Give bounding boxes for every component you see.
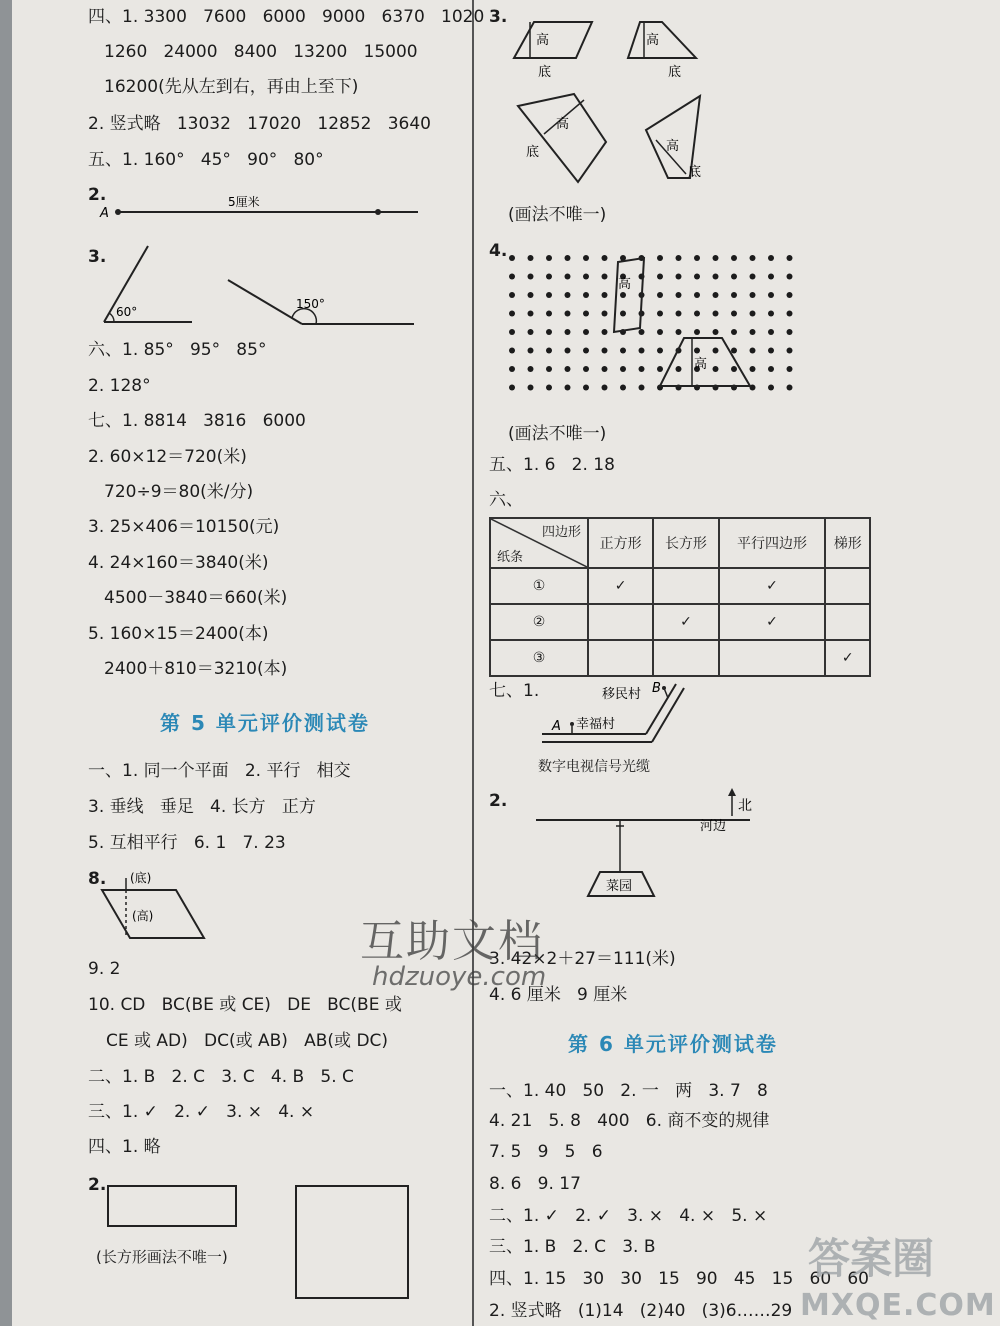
garden-label: 菜园 <box>606 879 633 894</box>
grid-dot <box>750 311 756 317</box>
grid-dot <box>602 255 608 261</box>
u5-line-8: 8. <box>88 869 107 889</box>
grid-dot <box>768 329 774 335</box>
grid-dot <box>768 385 774 391</box>
h3-label: 高 <box>556 117 570 132</box>
grid-dot <box>676 292 682 298</box>
grid-dot <box>731 348 737 354</box>
grid-dot <box>639 348 645 354</box>
u6-line-3: 7. 5 9 5 6 <box>489 1142 603 1162</box>
table-row <box>490 604 870 640</box>
u6-part-2: 二、1. ✓ 2. ✓ 3. × 4. × 5. × <box>489 1206 768 1226</box>
grid-dot <box>546 311 552 317</box>
grid-dot <box>565 311 571 317</box>
table-cell <box>653 640 718 676</box>
grid-dot <box>731 274 737 280</box>
map1-b-label: 移民村 <box>602 687 642 702</box>
grid-dot <box>657 366 663 372</box>
grid-dot <box>583 255 589 261</box>
grid-dot <box>657 311 663 317</box>
table-cell <box>653 568 718 604</box>
grid-dot <box>583 329 589 335</box>
u5-line-10-b: CE 或 AD) DC(或 AB) AB(或 DC) <box>106 1031 389 1051</box>
segment-figure <box>96 192 426 222</box>
grid-dot <box>787 311 793 317</box>
grid-dot <box>528 329 534 335</box>
table-header: 长方形 <box>653 518 718 568</box>
grid-dot <box>676 366 682 372</box>
grid-dot <box>768 292 774 298</box>
table-header: 梯形 <box>825 518 870 568</box>
line-4-1: 四、1. 3300 7600 6000 9000 6370 1020 <box>88 7 485 27</box>
grid-dot <box>787 348 793 354</box>
grid-dot <box>694 329 700 335</box>
line-5-1: 五、1. 160° 45° 90° 80° <box>88 150 324 170</box>
u5-part-4-2: 2. <box>88 1175 107 1195</box>
grid-dot <box>620 366 626 372</box>
grid-dot <box>750 274 756 280</box>
angle-150-label: 150° <box>296 297 325 311</box>
grid-dot <box>602 366 608 372</box>
r-line-3: 3. <box>489 7 508 27</box>
line-7-1: 七、1. 8814 3816 6000 <box>88 411 306 431</box>
table-cell: ✓ <box>588 568 653 604</box>
table-cell <box>719 640 826 676</box>
grid-dot <box>676 311 682 317</box>
grid-dot <box>546 385 552 391</box>
grid-dot <box>583 348 589 354</box>
grid-dot <box>546 366 552 372</box>
grid-dot <box>602 274 608 280</box>
row-label: ① <box>490 568 588 604</box>
grid-dot <box>546 329 552 335</box>
grid-dot <box>528 255 534 261</box>
h1-label: 高 <box>536 33 550 48</box>
grid-dot <box>768 348 774 354</box>
grid-dot <box>694 311 700 317</box>
grid-dot <box>639 329 645 335</box>
grid-dot <box>602 385 608 391</box>
corner-top: 四边形 <box>541 525 581 540</box>
grid-dot <box>528 348 534 354</box>
grid-dot <box>528 311 534 317</box>
grid-dot <box>713 311 719 317</box>
grid-dot <box>787 292 793 298</box>
line-4-1-cont: 1260 24000 8400 13200 15000 <box>104 42 418 62</box>
row-label: ③ <box>490 640 588 676</box>
grid-dot <box>509 255 515 261</box>
grid-dot <box>750 292 756 298</box>
grid-dot <box>583 311 589 317</box>
grid-dot <box>528 385 534 391</box>
u5-rect-note: (长方形画法不唯一) <box>96 1248 228 1266</box>
segment-length: 5厘米 <box>228 195 260 209</box>
line-6-1: 六、1. 85° 95° 85° <box>88 340 267 360</box>
grid-dot <box>509 311 515 317</box>
angles-figure <box>96 240 426 332</box>
grid-dot <box>787 385 793 391</box>
north-label: 北 <box>738 798 752 814</box>
line-4-2: 2. 竖式略 13032 17020 12852 3640 <box>88 114 431 134</box>
r-part-7-3: 3. 42×2＋27＝111(米) <box>489 949 676 969</box>
map-2-figure <box>530 786 770 916</box>
map1-a-letter: A <box>552 719 561 734</box>
grid-dot <box>509 292 515 298</box>
line-7-5-b: 2400＋810＝3210(本) <box>104 659 288 679</box>
grid-dot <box>750 348 756 354</box>
grid-dot <box>750 366 756 372</box>
grid-dot <box>713 366 719 372</box>
map1-b-letter: B <box>652 681 661 696</box>
grid-dot <box>713 255 719 261</box>
grid-dot <box>546 274 552 280</box>
dot-grid-figure <box>500 248 810 398</box>
grid-dot <box>713 329 719 335</box>
grid-dot <box>509 366 515 372</box>
angle-60-label: 60° <box>116 305 138 319</box>
grid-dot <box>509 329 515 335</box>
grid-dot <box>731 329 737 335</box>
grid-dot <box>713 292 719 298</box>
grid-dot <box>787 366 793 372</box>
u5-line-9: 9. 2 <box>88 959 121 979</box>
table-cell <box>825 568 870 604</box>
row-label: ② <box>490 604 588 640</box>
u5-part-3: 三、1. ✓ 2. ✓ 3. × 4. × <box>88 1102 315 1122</box>
u5-part-4: 四、1. 略 <box>88 1137 161 1157</box>
map1-a-label: 幸福村 <box>576 717 616 732</box>
h2-label: 高 <box>646 33 660 48</box>
grid-dot <box>694 274 700 280</box>
watermark-main: 互助文档 <box>360 916 544 967</box>
line-6-2: 2. 128° <box>88 376 151 396</box>
line-5-3: 3. <box>88 247 107 267</box>
grid-dot <box>602 292 608 298</box>
grid-dot <box>546 348 552 354</box>
grid-dot <box>694 292 700 298</box>
site-logo: 答案圈 <box>808 1234 935 1283</box>
table-row <box>490 640 870 676</box>
r-part-7-4: 4. 6 厘米 9 厘米 <box>489 985 628 1005</box>
table-cell: ✓ <box>825 640 870 676</box>
grid-dot <box>713 274 719 280</box>
grid-dot <box>583 385 589 391</box>
table-cell: ✓ <box>719 604 826 640</box>
table-header: 正方形 <box>588 518 653 568</box>
para-height-label: (高) <box>132 909 154 923</box>
grid-dot <box>639 366 645 372</box>
grid-trapezoid-height: 高 <box>694 357 708 372</box>
grid-dot <box>731 311 737 317</box>
para-base-label: (底) <box>130 871 152 885</box>
heights-figure <box>496 10 746 200</box>
grid-dot <box>602 348 608 354</box>
grid-dot <box>657 329 663 335</box>
grid-dot <box>768 366 774 372</box>
u6-part-4: 四、1. 15 30 30 15 90 45 15 60 60 <box>489 1269 870 1289</box>
grid-dot <box>620 385 626 391</box>
grid-dot <box>787 274 793 280</box>
grid-dot <box>583 274 589 280</box>
grid-dot <box>731 366 737 372</box>
table-cell <box>588 604 653 640</box>
grid-dot <box>620 311 626 317</box>
grid-dot <box>694 255 700 261</box>
grid-dot <box>676 255 682 261</box>
river-label: 河边 <box>700 819 727 834</box>
parallelogram-figure <box>96 864 216 944</box>
u6-part-3: 三、1. B 2. C 3. B <box>489 1237 656 1257</box>
r-part-5: 五、1. 6 2. 18 <box>489 455 615 475</box>
table-cell <box>825 604 870 640</box>
u6-part-4-2: 2. 竖式略 (1)14 (2)40 (3)6……29 <box>489 1301 793 1321</box>
grid-dot <box>509 348 515 354</box>
grid-dot <box>565 274 571 280</box>
table-header: 平行四边形 <box>719 518 826 568</box>
u6-line-2: 4. 21 5. 8 400 6. 商不变的规律 <box>489 1111 770 1131</box>
line-5-2: 2. <box>88 185 107 205</box>
grid-dot <box>787 255 793 261</box>
b4-label: 底 <box>688 165 702 180</box>
line-7-3: 3. 25×406＝10150(元) <box>88 517 280 537</box>
r-line-4: 4. <box>489 241 508 261</box>
grid-dot <box>602 329 608 335</box>
r-part-7: 七、1. <box>489 681 540 701</box>
grid-dot <box>509 274 515 280</box>
grid-dot <box>546 292 552 298</box>
grid-dot <box>768 311 774 317</box>
unit-6-title: 第 6 单元评价测试卷 <box>568 1032 778 1056</box>
table-cell <box>588 640 653 676</box>
line-7-2-b: 720÷9＝80(米/分) <box>104 482 254 502</box>
grid-dot <box>768 274 774 280</box>
r-part-6: 六、 <box>489 490 523 510</box>
grid-dot <box>657 292 663 298</box>
grid-dot <box>620 292 626 298</box>
table-cell: ✓ <box>719 568 826 604</box>
u5-line-10: 10. CD BC(BE 或 CE) DE BC(BE 或 <box>88 995 402 1015</box>
line-7-4-b: 4500－3840＝660(米) <box>104 588 288 608</box>
grid-parallelogram-height: 高 <box>618 277 632 292</box>
u6-line-1: 一、1. 40 50 2. 一 两 3. 7 8 <box>489 1081 768 1101</box>
grid-dot <box>750 255 756 261</box>
scan-edge <box>0 0 12 1326</box>
r-note-2: (画法不唯一) <box>508 424 607 444</box>
table-corner <box>490 518 588 568</box>
grid-dot <box>657 348 663 354</box>
u5-line-3: 5. 互相平行 6. 1 7. 23 <box>88 833 286 853</box>
grid-dot <box>565 348 571 354</box>
segment-point-a: A <box>100 206 109 221</box>
grid-dot <box>787 329 793 335</box>
grid-dot <box>657 274 663 280</box>
b2-label: 底 <box>668 65 682 80</box>
grid-dot <box>768 255 774 261</box>
grid-dot <box>750 329 756 335</box>
line-4-1-note: 16200(先从左到右，再由上至下) <box>104 77 359 97</box>
grid-dot <box>583 292 589 298</box>
line-7-5: 5. 160×15＝2400(本) <box>88 624 269 644</box>
line-7-4: 4. 24×160＝3840(米) <box>88 553 269 573</box>
grid-dot <box>583 366 589 372</box>
u6-line-4: 8. 6 9. 17 <box>489 1174 581 1194</box>
grid-dot <box>694 348 700 354</box>
watermark-sub: hdzuoye.com <box>372 962 547 992</box>
grid-dot <box>546 255 552 261</box>
r-note-1: (画法不唯一) <box>508 205 607 225</box>
grid-dot <box>676 329 682 335</box>
u5-line-1: 一、1. 同一个平面 2. 平行 相交 <box>88 761 351 781</box>
grid-dot <box>731 255 737 261</box>
grid-dot <box>676 274 682 280</box>
grid-dot <box>602 311 608 317</box>
grid-dot <box>713 348 719 354</box>
grid-dot <box>657 255 663 261</box>
r-part-7-2: 2. <box>489 791 508 811</box>
b3-label: 底 <box>526 145 540 160</box>
b1-label: 底 <box>538 65 552 80</box>
corner-bottom: 纸条 <box>497 550 524 565</box>
grid-dot <box>731 292 737 298</box>
grid-dot <box>565 366 571 372</box>
grid-dot <box>620 348 626 354</box>
grid-dot <box>528 366 534 372</box>
table-cell: ✓ <box>653 604 718 640</box>
rectangles-figure <box>100 1180 420 1310</box>
grid-dot <box>639 385 645 391</box>
site-logo-url: MXQE.COM <box>800 1288 996 1323</box>
line-7-2: 2. 60×12＝720(米) <box>88 447 247 467</box>
table-row <box>490 568 870 604</box>
grid-dot <box>509 385 515 391</box>
column-divider <box>472 0 474 1326</box>
u5-part-2: 二、1. B 2. C 3. C 4. B 5. C <box>88 1067 354 1087</box>
grid-dot <box>565 292 571 298</box>
grid-dot <box>565 255 571 261</box>
map1-cable-label: 数字电视信号光缆 <box>538 759 650 775</box>
grid-dot <box>565 385 571 391</box>
unit-5-title: 第 5 单元评价测试卷 <box>160 711 370 735</box>
quadrilateral-table <box>489 517 871 677</box>
grid-dot <box>528 292 534 298</box>
h4-label: 高 <box>666 139 680 154</box>
u5-line-2: 3. 垂线 垂足 4. 长方 正方 <box>88 797 316 817</box>
grid-dot <box>565 329 571 335</box>
grid-dot <box>528 274 534 280</box>
